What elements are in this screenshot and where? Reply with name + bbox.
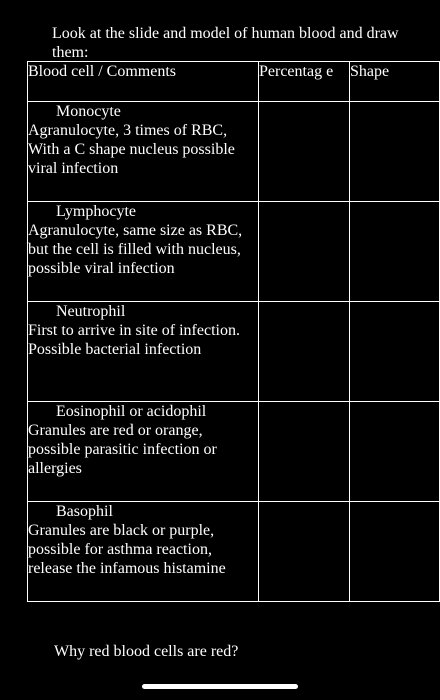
cell-type-name: Eosinophil or acidophil	[56, 403, 207, 420]
percentage-cell[interactable]	[259, 302, 350, 402]
shape-cell[interactable]	[350, 402, 440, 502]
header-shape: Shape	[350, 62, 440, 102]
cell-description	[28, 402, 259, 502]
table-header-row	[28, 62, 440, 102]
table-row	[28, 302, 440, 402]
table-row	[28, 102, 440, 202]
cell-comment: Agranulocyte, same size as RBC, but the cell is filled with nucleus, possible viral infection	[28, 222, 243, 277]
table-row	[28, 402, 440, 502]
home-indicator[interactable]	[142, 684, 298, 689]
cell-type-name: Lymphocyte	[56, 203, 136, 220]
cell-type-name: Basophil	[56, 503, 113, 520]
cell-comment: Granules are red or orange, possible parasitic infection or allergies	[28, 422, 217, 477]
cell-comment: Granules are black or purple, possible for asthma reaction, release the infamous histamine	[28, 522, 226, 577]
percentage-cell[interactable]	[259, 502, 350, 602]
blood-cell-table	[27, 61, 440, 602]
cell-comment: Agranulocyte, 3 times of RBC, With a C shape nucleus possible viral infection	[28, 122, 235, 177]
cell-description	[28, 502, 259, 602]
shape-cell[interactable]	[350, 302, 440, 402]
cell-description	[28, 302, 259, 402]
instructions-text: Look at the slide and model of human blood and draw them:	[52, 25, 399, 61]
cell-description	[28, 102, 259, 202]
cell-type-name: Neutrophil	[56, 303, 126, 320]
header-percentage: Percentag e	[259, 62, 350, 102]
cell-type-name: Monocyte	[56, 103, 121, 120]
percentage-cell[interactable]	[259, 202, 350, 302]
shape-cell[interactable]	[350, 102, 440, 202]
header-blood-cell-comments: Blood cell / Comments	[28, 62, 259, 102]
table-row	[28, 502, 440, 602]
table-row	[28, 202, 440, 302]
shape-cell[interactable]	[350, 502, 440, 602]
cell-description	[28, 202, 259, 302]
shape-cell[interactable]	[350, 202, 440, 302]
percentage-cell[interactable]	[259, 402, 350, 502]
cell-comment: First to arrive in site of infection. Possible bacterial infection	[28, 322, 240, 358]
question-text: Why red blood cells are red?	[54, 643, 239, 660]
percentage-cell[interactable]	[259, 102, 350, 202]
